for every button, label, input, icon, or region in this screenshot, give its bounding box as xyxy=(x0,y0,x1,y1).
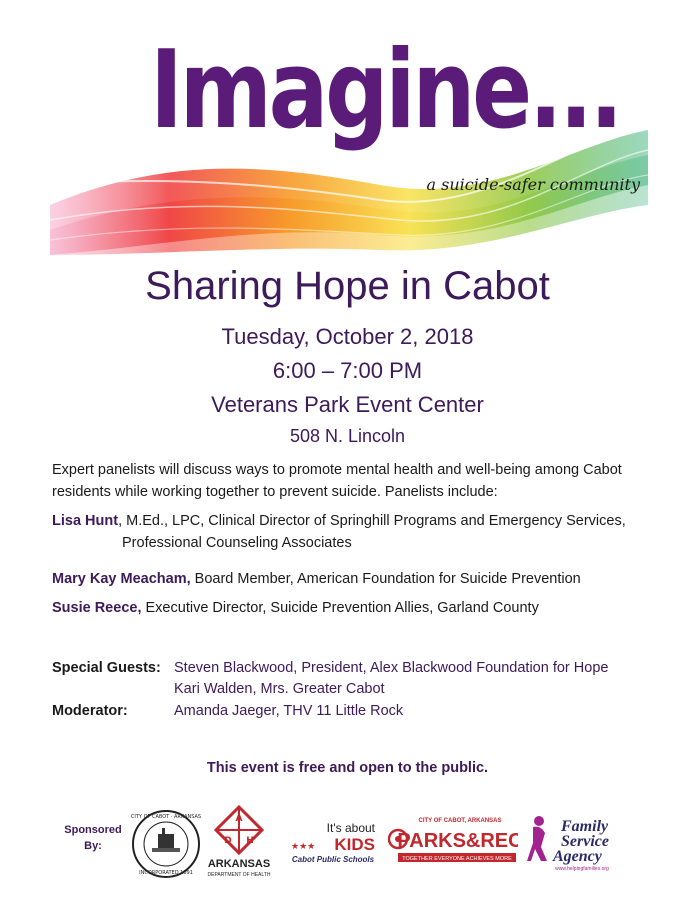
banner-tagline: a suicide-safer community xyxy=(426,175,640,194)
svg-text:DEPARTMENT OF HEALTH: DEPARTMENT OF HEALTH xyxy=(207,872,271,878)
arkansas-department-of-health-logo xyxy=(204,805,274,880)
city-of-cabot-seal-logo xyxy=(130,808,202,880)
panelist-description: Board Member, American Foundation for Suicide Prevention xyxy=(190,571,581,587)
cabot-parks-and-rec-logo xyxy=(388,815,518,867)
svg-text:ARKANSAS: ARKANSAS xyxy=(207,858,271,870)
panelist-entry xyxy=(52,568,652,590)
event-venue: Veterans Park Event Center xyxy=(211,392,484,417)
banner xyxy=(50,35,648,255)
svg-text:CITY OF CABOT · ARKANSAS: CITY OF CABOT · ARKANSAS xyxy=(130,814,202,820)
panelist-name: Susie Reece, xyxy=(52,600,142,616)
panelist-entry xyxy=(52,597,652,619)
intro-paragraph: Expert panelists will discuss ways to promote mental health and well-being among Cabot residents while working together to prevent suicide. Panelists include: xyxy=(52,462,622,500)
panelist-entry xyxy=(52,510,652,554)
panelist-name: Lisa Hunt xyxy=(52,513,119,529)
moderator-label: Moderator: xyxy=(52,703,128,719)
svg-text:TOGETHER EVERYONE ACHIEVES MOR: TOGETHER EVERYONE ACHIEVES MORE xyxy=(402,856,512,862)
event-address: 508 N. Lincoln xyxy=(289,426,406,446)
svg-text:KIDS: KIDS xyxy=(334,835,375,854)
panelist-description: Executive Director, Suicide Prevention Allies, Garland County xyxy=(141,600,539,616)
svg-text:www.helpingfamilies.org: www.helpingfamilies.org xyxy=(555,866,609,872)
sponsored-by-label xyxy=(58,822,128,854)
sponsored-label-line: Sponsored xyxy=(64,824,122,836)
svg-text:Service: Service xyxy=(561,833,609,850)
event-date: Tuesday, October 2, 2018 xyxy=(221,324,474,349)
panelist-description: , M.Ed., LPC, Clinical Director of Springhill Programs and Emergency Services, xyxy=(118,513,626,529)
panelist-name: Mary Kay Meacham, xyxy=(52,571,191,587)
family-service-agency-logo xyxy=(527,813,627,873)
moderator-name: Amanda Jaeger, THV 11 Little Rock xyxy=(174,703,404,719)
svg-text:It's about: It's about xyxy=(326,821,375,835)
special-guest: Steven Blackwood, President, Alex Blackwood Foundation for Hope xyxy=(174,660,609,676)
svg-text:Agency: Agency xyxy=(553,848,602,865)
special-guest: Kari Walden, Mrs. Greater Cabot xyxy=(174,681,385,697)
svg-text:Cabot Public Schools: Cabot Public Schools xyxy=(291,855,375,864)
sponsored-label-line: By: xyxy=(84,840,102,852)
event-time: 6:00 – 7:00 PM xyxy=(272,358,423,383)
event-title: Sharing Hope in Cabot xyxy=(145,264,550,308)
svg-text:H: H xyxy=(246,836,254,846)
special-guests-label: Special Guests: xyxy=(52,660,161,676)
svg-text:CITY OF CABOT, ARKANSAS: CITY OF CABOT, ARKANSAS xyxy=(418,818,502,824)
svg-text:A: A xyxy=(235,814,243,824)
svg-text:Family: Family xyxy=(561,818,609,835)
panelist-description-continued: Professional Counseling Associates xyxy=(122,535,352,551)
svg-text:★★★: ★★★ xyxy=(291,842,316,852)
svg-text:D: D xyxy=(224,836,232,846)
svg-text:PARKS&REC: PARKS&REC xyxy=(397,830,518,852)
banner-title: Imagine... xyxy=(150,35,620,153)
cabot-public-schools-logo xyxy=(283,818,383,868)
svg-text:INCORPORATED 1891: INCORPORATED 1891 xyxy=(139,870,193,876)
free-event-note: This event is free and open to the public. xyxy=(206,760,489,776)
